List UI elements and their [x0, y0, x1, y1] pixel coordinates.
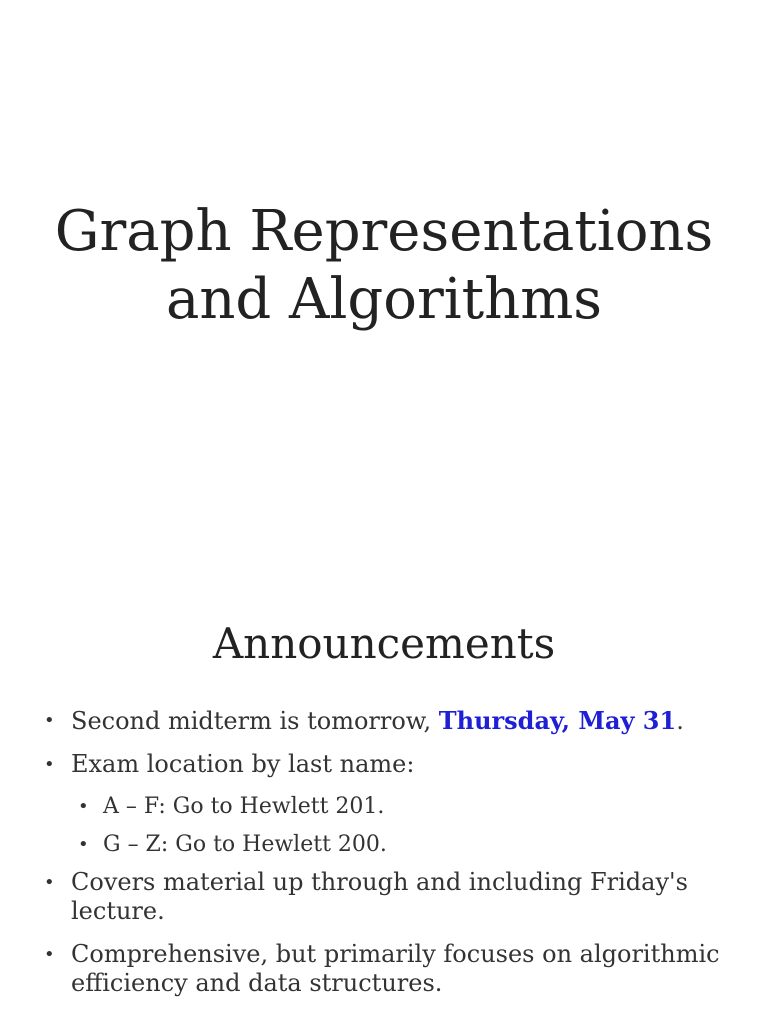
- announcement-exam-location: [0, 750, 768, 779]
- bullet-icon: •: [44, 754, 55, 775]
- bullet-icon: •: [44, 710, 55, 731]
- coverage-text: Covers material up through and including Friday's lecture.: [71, 868, 688, 925]
- midterm-text-prefix: Second midterm is tomorrow,: [71, 707, 439, 735]
- room-g-z-text: G – Z: Go to Hewlett 200.: [103, 832, 387, 857]
- slide-title-line-2: and Algorithms: [165, 267, 603, 332]
- bullet-icon: •: [44, 872, 55, 893]
- room-a-f-text: A – F: Go to Hewlett 201.: [103, 794, 385, 819]
- bullet-icon: •: [44, 944, 55, 965]
- announcement-room-a-f: [0, 792, 768, 821]
- announcement-room-g-z: [0, 830, 768, 859]
- announcement-focus: [0, 940, 768, 998]
- sub-bullet-icon: •: [78, 834, 89, 855]
- announcements-heading: Announcements: [212, 619, 556, 668]
- announcement-midterm-date: [0, 706, 768, 736]
- focus-text: Comprehensive, but primarily focuses on algorithmic efficiency and data structures.: [71, 940, 720, 997]
- slide-title: [0, 198, 768, 334]
- announcement-list: [0, 706, 768, 998]
- slide-title-line-1: Graph Representations: [54, 199, 714, 264]
- sub-bullet-icon: •: [78, 796, 89, 817]
- exam-location-text: Exam location by last name:: [71, 750, 415, 778]
- midterm-date-emphasis: Thursday, May 31: [438, 706, 677, 735]
- announcement-material-coverage: [0, 868, 768, 926]
- announcements-slide: [0, 512, 768, 1024]
- midterm-text-suffix: .: [676, 707, 684, 735]
